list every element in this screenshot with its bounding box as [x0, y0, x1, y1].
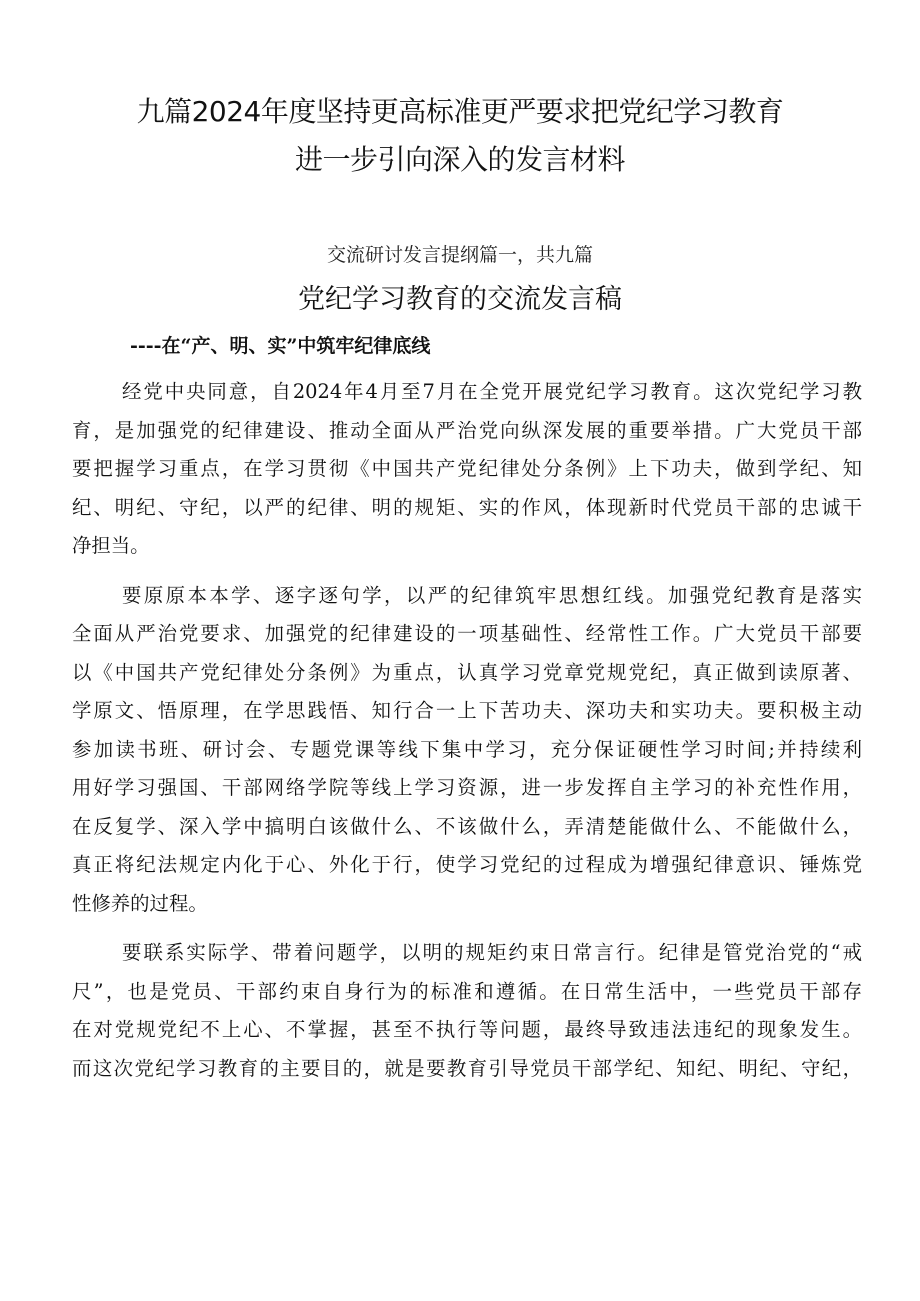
text-line: 学原文、悟原理，在学思践悟、知行合一上下苦功夫、深功夫和实功夫。要积极主动 [72, 699, 862, 722]
document-title-line: 九篇2024年度坚持更高标准更严要求把党纪学习教育 [136, 95, 784, 128]
text-line: 用好学习强国、干部网络学院等线上学习资源，进一步发挥自主学习的补充性作用， [72, 776, 862, 799]
text-line: 在对党规党纪不上心、不掌握，甚至不执行等问题，最终导致违法违纪的现象发生。 [72, 1018, 862, 1041]
text-line: 参加读书班、研讨会、专题党课等线下集中学习，充分保证硬性学习时间;并持续利 [72, 737, 862, 761]
text-line: 育，是加强党的纪律建设、推动全面从严治党向纵深发展的重要举措。广大党员干部 [72, 418, 862, 442]
text-line: 要联系实际学、带着问题学，以明的规矩约束日常言行。纪律是管党治党的“戒 [122, 941, 862, 964]
paragraph [72, 934, 862, 1088]
text-line: 尺”，也是党员、干部约束自身行为的标准和遵循。在日常生活中，一些党员干部存 [72, 979, 862, 1003]
paragraph [72, 373, 862, 566]
text-line: 而这次党纪学习教育的主要目的，就是要教育引导党员干部学纪、知纪、明纪、守纪， [72, 1056, 862, 1080]
text-line: 以《中国共产党纪律处分条例》为重点，认真学习党章党规党纪，真正做到读原著、 [72, 660, 862, 684]
text-line: 要把握学习重点，在学习贯彻《中国共产党纪律处分条例》上下功夫，做到学纪、知 [72, 457, 862, 480]
article-title: 党纪学习教育的交流发言稿 [298, 284, 622, 315]
text-line: 性修养的过程。 [72, 891, 208, 915]
text-line: 经党中央同意，自2024年4月至7月在全党开展党纪学习教育。这次党纪学习教 [122, 380, 862, 403]
text-line: 在反复学、深入学中搞明白该做什么、不该做什么，弄清楚能做什么、不能做什么， [72, 814, 862, 838]
text-line: 要原原本本学、逐字逐句学，以严的纪律筑牢思想红线。加强党纪教育是落实 [122, 583, 862, 607]
series-label: 交流研讨发言提纲篇一，共九篇 [326, 244, 593, 266]
paragraph [72, 577, 862, 924]
text-line: 纪、明纪、守纪，以严的纪律、明的规矩、实的作风，体现新时代党员干部的忠诚干 [72, 495, 862, 519]
document-title-line: 进一步引向深入的发言材料 [294, 143, 625, 176]
article-subtitle: ----在“产、明、实”中筑牢纪律底线 [130, 335, 431, 357]
text-line: 真正将纪法规定内化于心、外化于行，使学习党纪的过程成为增强纪律意识、锤炼党 [72, 853, 862, 876]
text-line: 净担当。 [72, 534, 150, 557]
article-body [72, 373, 862, 1099]
text-line: 全面从严治党要求、加强党的纪律建设的一项基础性、经常性工作。广大党员干部要 [72, 622, 862, 645]
document-title [60, 88, 860, 184]
